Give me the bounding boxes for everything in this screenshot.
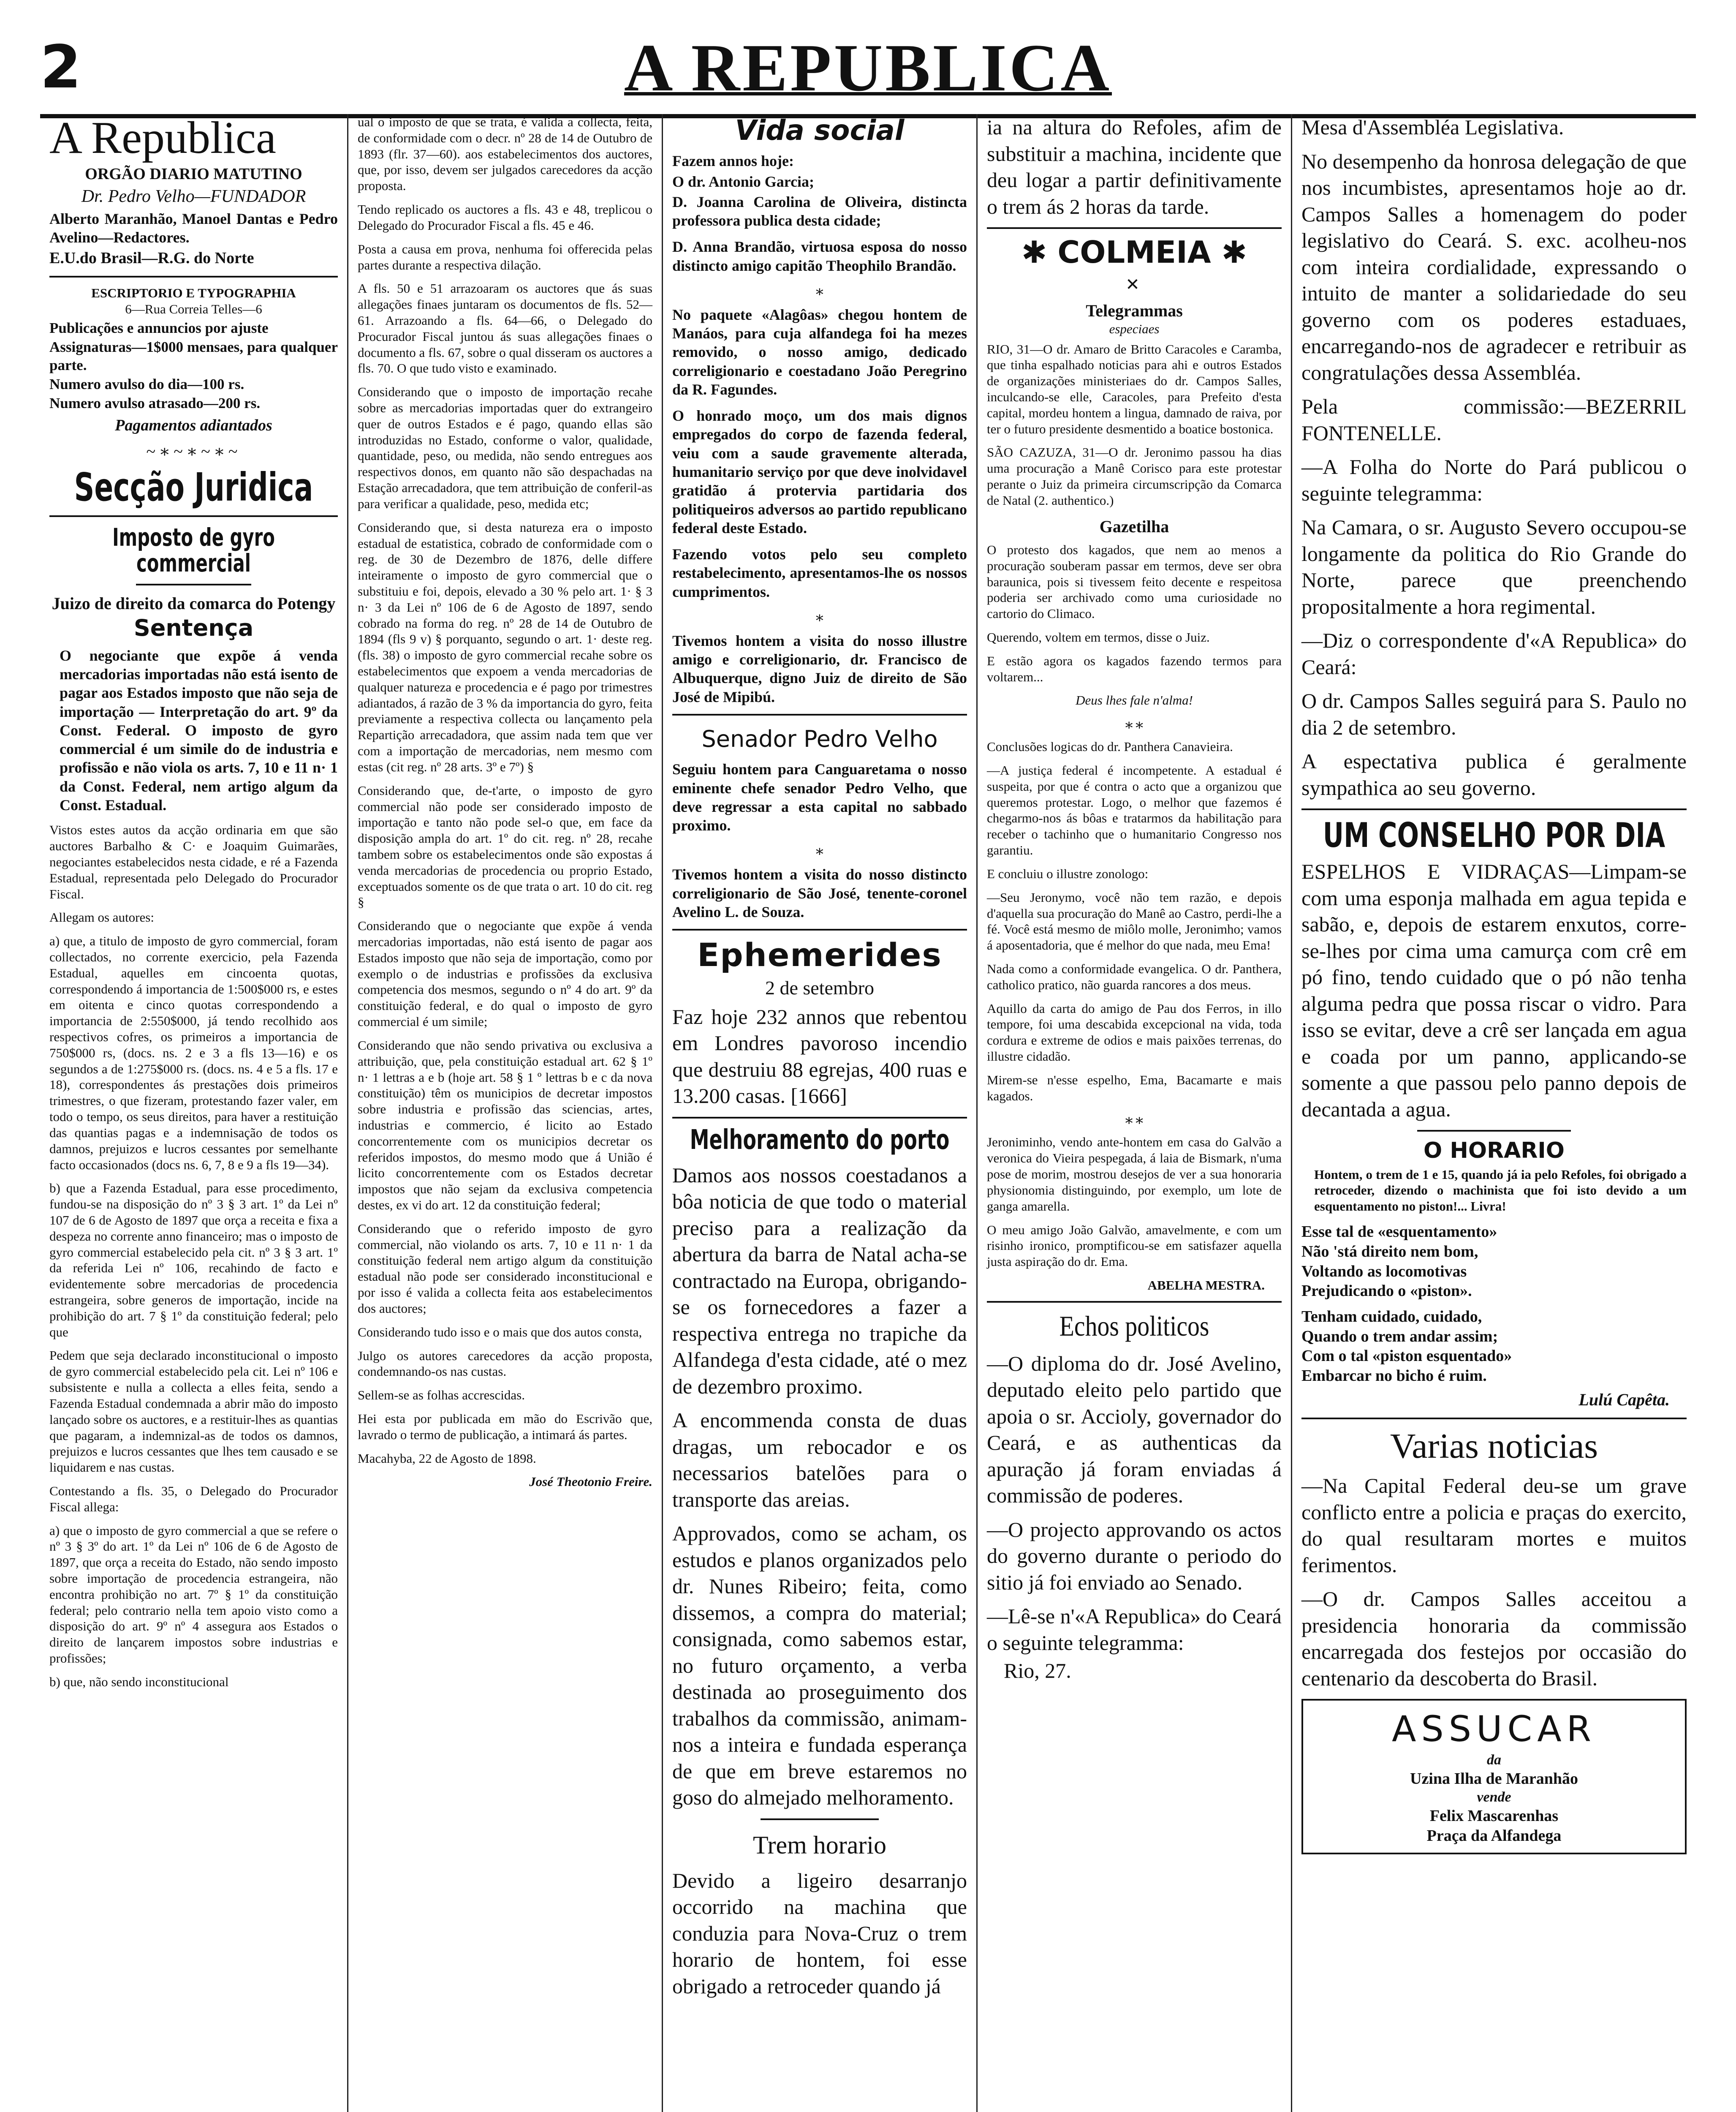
paragraph: —Seu Jeronymo, você não tem razão, e depois d'aquella sua procuração do Manê ao Castro, perdi-lhe a fé. Você está mesmo de miôlo molle, Jeronimho; vamos á aposentadoria, que é melhor do que nada, meu Ema! — [987, 890, 1282, 953]
ephemerides-title: Ephemerides — [697, 936, 942, 974]
column-1 — [40, 114, 348, 2112]
divider — [1301, 1418, 1687, 1419]
paragraph: Faz hoje 232 annos que rebentou em Londres pavoroso incendio que destruiu 88 egrejas, 400 ruas e 13.200 casas. [1666] — [672, 1004, 967, 1108]
divider — [49, 515, 338, 517]
porto-title: Melhoramento do porto — [690, 1124, 950, 1156]
verse-line: Não 'stá direito nem bom, — [1301, 1242, 1478, 1260]
conselho-title: UM CONSELHO POR DIA — [1323, 816, 1665, 855]
divider — [1417, 1130, 1571, 1132]
ornament-divider: ~∗~∗~∗~ — [146, 441, 241, 461]
verse-line: Quando o trem andar assim; — [1301, 1327, 1498, 1345]
varias-title: Varias noticias — [1390, 1426, 1598, 1466]
paragraph: RIO, 31—O dr. Amaro de Britto Caracoles e Caramba, que tinha espalhado noticias para ahi e outros Estados de organizações ministeriaes do dr. Campos Salles, inculcando-se elle, Caracoles, para Prefeito d'esta capital, mordeu hontem a lingua, damnado de raiva, por ter o futuro presidente desmentido a boatice bostonica. — [987, 341, 1282, 436]
paragraph: E concluiu o illustre zonologo: — [987, 866, 1149, 881]
assucar-title: ASSUCAR — [1391, 1708, 1597, 1750]
subsection-title: Imposto de gyro commercial — [112, 523, 275, 578]
verse-line: Prejudicando o «piston». — [1301, 1282, 1472, 1300]
ephemerides-date: 2 de setembro — [765, 977, 875, 999]
paragraph: Posta a causa em prova, nenhuma foi offerecida pelas partes durante a respectiva dilação. — [358, 241, 652, 272]
divider — [761, 1818, 878, 1820]
paragraph: —Lê-se n'«A Republica» do Ceará o seguinte telegramma: — [987, 1604, 1282, 1655]
paragraph: Fazendo votos pelo seu completo restabelecimento, apresentamos-lhe os nossos cumprimentos. — [672, 546, 967, 600]
court-name: Juizo de direito da comarca do Potengy — [52, 594, 336, 613]
divider — [672, 929, 967, 931]
paragraph: Na Camara, o sr. Augusto Severo occupou-se longamente da politica do Rio Grande do Norte, parece que preenchendo propositalmente a hora regimental. — [1301, 515, 1687, 618]
paragraph: O protesto dos kagados, que nem ao menos a procuração souberam passar em termos, deve ser obra baraunica, pois si tivessem feito decente e respeitosa poderia ser archivado como uma curiosidade no cartorio do Climaco. — [987, 542, 1282, 621]
ad-line: vende — [1477, 1789, 1511, 1805]
paper-info-line: Numero avulso do dia—100 rs. — [49, 376, 245, 392]
star-separator: ∗ — [814, 283, 825, 300]
paragraph: —Na Capital Federal deu-se um grave conflicto entre a policia e praças do exercito, do qual resultaram mortes e muitos ferimentos. — [1301, 1474, 1687, 1577]
paragraph: Damos aos nossos coestadanos a bôa noticia de que todo o material preciso para a realização da abertura da barra de Natal acha-se contractado na Europa, obrigando-se os fornecedores a fazer a respectiva entrega no trapiche da Alfandega d'esta cidade, até o mez de dezembro proximo. — [672, 1163, 967, 1398]
star-separator: ∗∗ — [1124, 1112, 1145, 1129]
star-separator: ∗∗ — [1124, 716, 1145, 734]
paragraph: Considerando que o referido imposto de gyro commercial, não violando os arts. 7, 10 e 11 n· 1 da constituição federal nem artigo algum da constituição estadual não pode ser considerado inconstitucional e por isso é valida a collecta feita aos estabelecimentos dos auctores; — [358, 1221, 652, 1316]
ad-line: Felix Mascarenhas — [1429, 1807, 1559, 1825]
section-title: Secção Juridica — [74, 464, 313, 510]
bee-icon: ✕ — [1125, 275, 1143, 294]
paragraph: Vistos estes autos da acção ordinaria em que são auctores Barbalho & C· e Joaquim Guimarães, negociantes estabelecidos nesta cidade, e ré a Fazenda Estadual, representada pelo Delegado do Procurador Fiscal. — [49, 822, 338, 901]
paragraph: Nada como a conformidade evangelica. O dr. Panthera, catholico pratico, não guarda rancores a dos meus. — [987, 961, 1282, 992]
signature: ABELHA MESTRA. — [1147, 1277, 1265, 1293]
paper-info-line: Assignaturas—1$000 mensaes, para qualquer parte. — [49, 338, 338, 373]
masthead-title: A REPUBLICA — [624, 30, 1112, 105]
paragraph: Tivemos hontem a visita do nosso illustre amigo e correligionario, dr. Francisco de Albuquerque, digno Juiz de direito de São José de Mipibú. — [672, 632, 967, 705]
paragraph: Aquillo da carta do amigo de Pau dos Ferros, in illo tempore, foi uma descabida excepcional na vida, toda cordura e extreme de odios e mais paixões terrenas, do illustre cidadão. — [987, 1001, 1282, 1064]
paragraph: O honrado moço, um dos mais dignos empregados do corpo de fazenda federal, veiu com a saude gravemente alterada, humanitario serviço por que deve inolvidavel gratidão á protervia partidaria dos politiqueiros adversos ao partido republicano federal deste Estado. — [672, 407, 967, 536]
star-separator: ∗ — [814, 843, 825, 860]
column-5 — [1292, 114, 1696, 2112]
colmeia-title-text: COLMEIA — [1057, 234, 1211, 270]
paragraph: —Diz o correspondente d'«A Republica» do Ceará: — [1301, 629, 1687, 679]
paragraph: —O diploma do dr. José Avelino, deputado eleito pelo partido que apoia o sr. Accioly, governador do Ceará, e as authenticas da apuração já foram enviadas á commissão de poderes. — [987, 1351, 1282, 1508]
horario-title: O HORARIO — [1424, 1138, 1565, 1163]
paper-info-line: 6—Rua Correia Telles—6 — [125, 301, 262, 316]
signature: José Theotonio Freire. — [529, 1474, 652, 1489]
paragraph: Conclusões logicas do dr. Panthera Canavieira. — [987, 739, 1233, 754]
paragraph: E estão agora os kagados fazendo termos para voltarem... — [987, 653, 1282, 684]
verse-line: Esse tal de «esquentamento» — [1301, 1223, 1497, 1241]
paragraph: No desempenho da honrosa delegação de que nos incumbistes, apresentamos hoje ao dr. Campos Salles a homenagem do poder legislativo do Ceará. S. exc. acolheu-nos com inteira cordialidade, expressando o intuito de manter a solidariedade do seu governo com os poderes estaduaes, encarregando-nos de agradecer e retribuir as congratulações dessa Assembléa. — [1301, 149, 1687, 384]
paragraph: D. Anna Brandão, virtuosa esposa do nosso distincto amigo capitão Theophilo Brandão. — [672, 238, 967, 274]
sentence-title: Sentença — [133, 615, 254, 642]
paragraph: Tendo replicado os auctores a fls. 43 e 48, treplicou o Delegado do Procurador Fiscal a fls. 45 e 46. — [358, 202, 652, 233]
paragraph: Rio, 27. — [1004, 1659, 1071, 1683]
paragraph: O meu amigo João Galvão, amavelmente, e com um risinho ironico, promptificou-se em satisfazer aquella justa aspiração do dr. Ema. — [987, 1222, 1282, 1269]
verse-line: Com o tal «piston esquentado» — [1301, 1347, 1512, 1365]
paragraph: D. Joanna Carolina de Oliveira, distincta professora publica desta cidade; — [672, 193, 967, 229]
paper-info-line: Dr. Pedro Velho—FUNDADOR — [81, 187, 306, 207]
paragraph: Seguiu hontem para Canguaretama o nosso eminente chefe senador Pedro Velho, que deve regressar a esta capital no sabbado proximo. — [672, 761, 967, 834]
divider — [49, 276, 338, 278]
paragraph: No paquete «Alagôas» chegou hontem de Manáos, para cuja alfandega foi ha mezes removido, o nosso amigo, dedicado correligionario e coestadano João Peregrino da R. Fagundes. — [672, 306, 967, 398]
paragraph: Pela commissão:—BEZERRIL FONTENELLE. — [1301, 395, 1687, 445]
verse-line: Voltando as locomotivas — [1301, 1262, 1467, 1280]
paragraph: Hei esta por publicada em mão do Escrivão que, lavrado o termo de publicação, a intimará ás partes. — [358, 1411, 652, 1442]
paragraph: a) que, a titulo de imposto de gyro commercial, foram collectados, no corrente exercicio, pela Fazenda Estadual, aquelles em cincoenta quotas, correspondendo á importancia de 1:500$000 rs, e estes em oitenta e cinco quotas correspondendo a importancia de 2:550$000, já tendo recolhido aos respectivos cofres, os primeiros a importancia de 750$000 rs, (docs. ns. 2 e 3 a fls 13—16) e os segundos a de 1:275$000 rs. (docs. ns. 4 e 5 a fls. 17 e 18), correspondentes ás prestações dois primeiros trimestres, o que fizeram, protestando fazer valer, em todo o tempo, os seus direitos, para haver a restituição das quantias pagas e a indemnisação de todos os damnos, prejuizos e lucros cessantes por semelhante facto occasionados (docs ns. 6, 7, 8 e 9 a fls 19—34). — [49, 934, 338, 1172]
telegrams-subtitle: especiaes — [1109, 321, 1160, 336]
paragraph: A encommenda consta de duas dragas, um rebocador e os necessarios batelões para o transporte das areias. — [672, 1408, 967, 1511]
paper-info-line: Publicações e annuncios por ajuste — [49, 319, 269, 336]
paragraph: ual o imposto de que se trata, é valida a collecta, feita, de conformidade com o decr. nº 28 de 14 de Outubro de 1893 (flr. 37—60). aos estabelecimentos dos auctores, que, por isso, devem ser julgados carecedores da acção proposta. — [358, 114, 652, 193]
paper-info-line: E.U.do Brasil—R.G. do Norte — [49, 249, 254, 267]
paragraph: Allegam os autores: — [49, 910, 154, 925]
paragraph: a) que o imposto de gyro commercial a que se refere o nº 3 § 3º do art. 1º da Lei nº 106 de 6 de Agosto de 1897, que orça a receita do Estado, não sendo imposto sobre importação de procedencia estrangeira, não encontra prohibição no art. 7º § 1º da constituição federal; pelo contrario nella tem apoio visto como a disposição do art. 9º nº 4 assegura aos Estados o direito de lançarem impostos sobre industrias e profissões; — [49, 1523, 338, 1666]
bee-icon: ✱ — [1211, 234, 1247, 270]
paper-info-line: Pagamentos adiantados — [115, 416, 272, 434]
paragraph: Julgo os autores carecedores da acção proposta, condemnando-os nas custas. — [358, 1348, 652, 1379]
signature: Lulú Capêta. — [1578, 1390, 1670, 1409]
paragraph: Considerando tudo isso e o mais que dos autos consta, — [358, 1324, 642, 1339]
paragraph: Considerando que o negociante que expõe á venda mercadorias importadas, não está isento de pagar aos Estados imposto que não seja de importação, como por exemplo o de industrias e profissões da exclusiva competencia dos mesmos, segundo o nº 4 do art. 9º da constituição federal, e do qual o imposto de gyro commercial é um simile; — [358, 918, 652, 1029]
bee-icon: ✱ — [1021, 234, 1058, 270]
divider — [987, 227, 1282, 229]
paragraph: Considerando que, si desta natureza era o imposto estadual de estatistica, cobrado de conformidade com o reg. de 30 de Dezembro de 1876, delle differe inteiramente o imposto de gyro commercial que o substituiu e foi, depois, elevado a 30 % pelo art. 1· § 3 n· 3 da Lei nº 106 de 6 de Agosto de 1897, sendo cobrado na forma do reg. nº 28 de 14 de Outubro de 1894 (fls 9 v) § porquanto, segundo o art. 1· deste reg. (fls. 38) o imposto de gyro commercial recahe sobre os estabelecimentos que expoem a venda mercadorias de qualquer natureza e procedencia e é pago por trimestres adiantados, á razão de 3 % da importancia do gyro, feita previamente a respectiva collecta ou lançamento pela Repartição arrecadadora, que assim nada tem que ver com a importação de mercadorias, nem mesmo com estas (cit reg. nº 28 arts. 3º e 7º) § — [358, 520, 652, 774]
gazetilha-title: Gazetilha — [1099, 517, 1169, 536]
ad-line: Uzina Ilha de Maranhão — [1410, 1769, 1578, 1788]
paragraph: SÃO CAZUZA, 31—O dr. Jeronimo passou ha dias uma procuração a Manê Corisco para este protestar perante o Juiz da primeira circumscripção da Comarca de Natal (2. authentico.) — [987, 445, 1282, 508]
paragraph: A fls. 50 e 51 arrazoaram os auctores que ás suas allegações finaes juntaram os documentos de fls. 52—61. Arrazoando a fls. 64—66, o Delegado do Procurador Fiscal juntou ás suas allegações finaes o documento a fls. 67, sobre o qual disseram os auctores a fls. 70. O que tudo visto e examinado. — [358, 281, 652, 376]
ad-line: Praça da Alfandega — [1426, 1826, 1562, 1845]
divider — [987, 1301, 1282, 1303]
paper-name: A Republica — [49, 114, 276, 163]
paragraph: ESPELHOS E VIDRAÇAS—Limpam-se com uma esponja malhada em agua tepida e sabão, e, depois de estarem enxutos, corre-se-lhes por cima uma camurça com crê em pó fino, tendo cuidado que o pó não tenha alguma pedra que possa riscar o vidro. Para isso se evitar, deve a crê ser lançada em agua e coada por um panno, applicando-se somente a que passou pelo panno depois de decantada a agua. — [1301, 860, 1687, 1121]
paper-info-line: Alberto Maranhão, Manoel Dantas e Pedro Avelino—Redactores. — [49, 210, 338, 246]
column-2 — [348, 114, 663, 2112]
paragraph: ia na altura do Refoles, afim de substituir a machina, incidente que deu logar a partir definitivamente o trem ás 2 horas da tarde. — [987, 115, 1282, 218]
paragraph: Considerando que o imposto de importação recahe sobre as mercadorias importadas quer do extrangeiro quer de outros Estados e é pago, quando ellas são introduzidas no Estado, conforme o valor, qualidade, quantidade, peso, ou medida, não sendo entregues aos respectivos donos, em quanto não são despachadas na Estação arrecadadora, que tem attribuição de conferil-as para verificar a qualidade, peso, medida etc; — [358, 384, 652, 511]
trem-title: Trem horario — [753, 1831, 887, 1859]
ad-line: da — [1487, 1752, 1501, 1768]
paper-info-line: ORGÃO DIARIO MATUTINO — [85, 165, 302, 183]
paragraph: Tivemos hontem a visita do nosso distincto correligionario de São José, tenente-coronel Avelino L. de Souza. — [672, 866, 967, 920]
paragraph: Approvados, como se acham, os estudos e planos organizados pelo dr. Nunes Ribeiro; feita, como dissemos, a compra do material; consignada, como sabemos estar, no futuro orçamento, a verba destinada ao proseguimento dos trabalhos da commissão, animam-nos a inteira e fundada esperança de que em breve estaremos no goso do almejado melhoramento. — [672, 1521, 967, 1810]
paragraph: A espectativa publica é geralmente sympathica ao seu governo. — [1301, 749, 1687, 800]
paragraph: Mesa d'Assembléa Legislativa. — [1301, 115, 1564, 139]
columns — [40, 114, 1696, 2112]
paragraph: Querendo, voltem em termos, disse o Juiz. — [987, 629, 1210, 645]
paragraph: Jeroniminho, vendo ante-hontem em casa do Galvão a veronica do Vieira pespegada, á laia de Bismark, n'uma pose de morim, mostrou desejos de ver a sua honoraria physionomia distinguindo, por exemplo, um lote de ganga amarella. — [987, 1135, 1282, 1214]
divider — [672, 1117, 967, 1119]
paper-info-line: Numero avulso atrasado—200 rs. — [49, 395, 261, 411]
paragraph: Contestando a fls. 35, o Delegado do Procurador Fiscal allega: — [49, 1483, 338, 1514]
paper-info-line: ESCRIPTORIO E TYPOGRAPHIA — [91, 286, 296, 301]
column-4 — [978, 114, 1292, 2112]
paragraph: Macahyba, 22 de Agosto de 1898. — [358, 1451, 536, 1466]
paragraph: —O dr. Campos Salles acceitou a presidencia honoraria da commissão encarregada dos festejos por occasião do centenario da descoberta do Brasil. — [1301, 1587, 1687, 1690]
echos-title: Echos politicos — [1059, 1309, 1209, 1342]
paragraph: O dr. Campos Salles seguirá para S. Paulo no dia 2 de setembro. — [1301, 689, 1687, 739]
paragraph: —A Folha do Norte do Pará publicou o seguinte telegramma: — [1301, 455, 1687, 505]
verse-line: Embarcar no bicho é ruim. — [1301, 1367, 1487, 1385]
paragraph: Mirem-se n'esse espelho, Ema, Bacamarte e mais kagados. — [987, 1072, 1282, 1103]
paragraph: Hontem, o trem de 1 e 15, quando já ia pelo Refoles, foi obrigado a retroceder, dizendo o machinista que foi isto devido a um esquentamento no piston!... Livra! — [1314, 1167, 1687, 1214]
paragraph: Devido a ligeiro desarranjo occorrido na machina que conduzia para Nova-Cruz o trem horario de hontem, foi esse obrigado a retroceder quando já — [672, 1868, 967, 1998]
senador-title: Senador Pedro Velho — [701, 725, 938, 752]
paragraph: Fazem annos hoje: — [672, 152, 794, 170]
ruling-summary: O negociante que expõe á venda mercadorias importadas não está isento de pagar aos Estados imposto que não seja de importação — Interpretação do art. 9º da Const. Federal. O imposto de gyro commercial é um simile do de industria e profissão e não viola os arts. 7, 10 e 11 n· 1 da Const. Federal, nem artigo algum da Const. Estadual. — [60, 647, 338, 814]
divider — [672, 714, 967, 716]
paragraph: b) que, não sendo inconstitucional — [49, 1674, 229, 1689]
paragraph: Considerando que não sendo privativa ou exclusiva a attribuição, que, pela constituição estadual art. 62 § 1º n· 1 lettras a e b (hoje art. 58 § 1 º lettras b e c da nova constituição) têm os municipios de decretar impostos sobre industria e profissão das sciencias, artes, industrias e commercio, é licito ao Estado concorrentemente com os municipios decretar os referidos impostos, do mesmo modo que á União é licito concorrentemente com os Estados decretar impostos que não sejam da exclusiva competencia destes, ex vi do art. 12 da constituição federal; — [358, 1037, 652, 1212]
paragraph: Pedem que seja declarado inconstitucional o imposto de gyro commercial estabelecido pela cit. Lei nº 106 e subsistente e nulla a collecta a elles feita, sendo a Fazenda Estadual condemnada a abrir mão do imposto lançado sobre os auctores, e a restituir-lhes as quantias que pagaram, a indemnizal-as de todos os damnos, prejuizos e lucros cessantes que lhes tem causado e se liquidarem e nas custas. — [49, 1348, 338, 1475]
paragraph: —O projecto approvando os actos do governo durante o periodo do sitio já foi enviado ao Senado. — [987, 1517, 1282, 1594]
divider — [136, 584, 251, 585]
colmeia-title — [987, 234, 1282, 270]
paragraph: O dr. Antonio Garcia; — [672, 173, 815, 190]
paragraph: Considerando que, de-t'arte, o imposto de gyro commercial não pode ser considerado imposto de importação e tanto não pode sel-o que, em face da disposição ampla do art. 1º do cit. reg. nº 28, recahe tambem sobre os estabelecimentos onde são expostas á venda mercadorias de procedencia ou proprio Estado, exceptuados somente os de que trata o art. 10 do cit. reg § — [358, 783, 652, 910]
assucar-advertisement — [1301, 1699, 1687, 1854]
telegrams-title: Telegrammas — [1086, 301, 1183, 320]
star-separator: ∗ — [814, 609, 825, 626]
paragraph: Sellem-se as folhas accrescidas. — [358, 1388, 525, 1403]
divider — [1301, 808, 1687, 810]
paragraph: —A justiça federal é incompetente. A estadual é suspeita, por que é contra o acto que a organizou que queremos protestar. Logo, o melhor que fazemos é chegarmo-nos ás bôas e tratarmos da habilitação para receber o tachinho que o humanitario Congresso nos garantiu. — [987, 763, 1282, 858]
paragraph: b) que a Fazenda Estadual, para esse procedimento, fundou-se na disposição do nº 3 § 3 art. 1º da Lei nº 107 de 6 de Agosto de 1897 que orça a receita e fixa a despeza no corrente anno financeiro; mas o imposto de gyro commercial estabelecido pela cit. nº 3 § 3 art. 1º da referida Lei nº 106, recahindo de facto e evidentemente sobre mercadorias de procedencia estrangeira, sobre generos de importação, incide na prohibição do art. 7 § 1º da constituição federal; pelo que — [49, 1181, 338, 1339]
vida-social-title: Vida social — [735, 114, 905, 147]
masthead — [40, 30, 1696, 118]
page-number: 2 — [40, 33, 82, 102]
verse-line: Tenham cuidado, cuidado, — [1301, 1307, 1482, 1325]
paragraph: Deus lhes fale n'alma! — [1076, 693, 1193, 708]
column-3 — [663, 114, 978, 2112]
